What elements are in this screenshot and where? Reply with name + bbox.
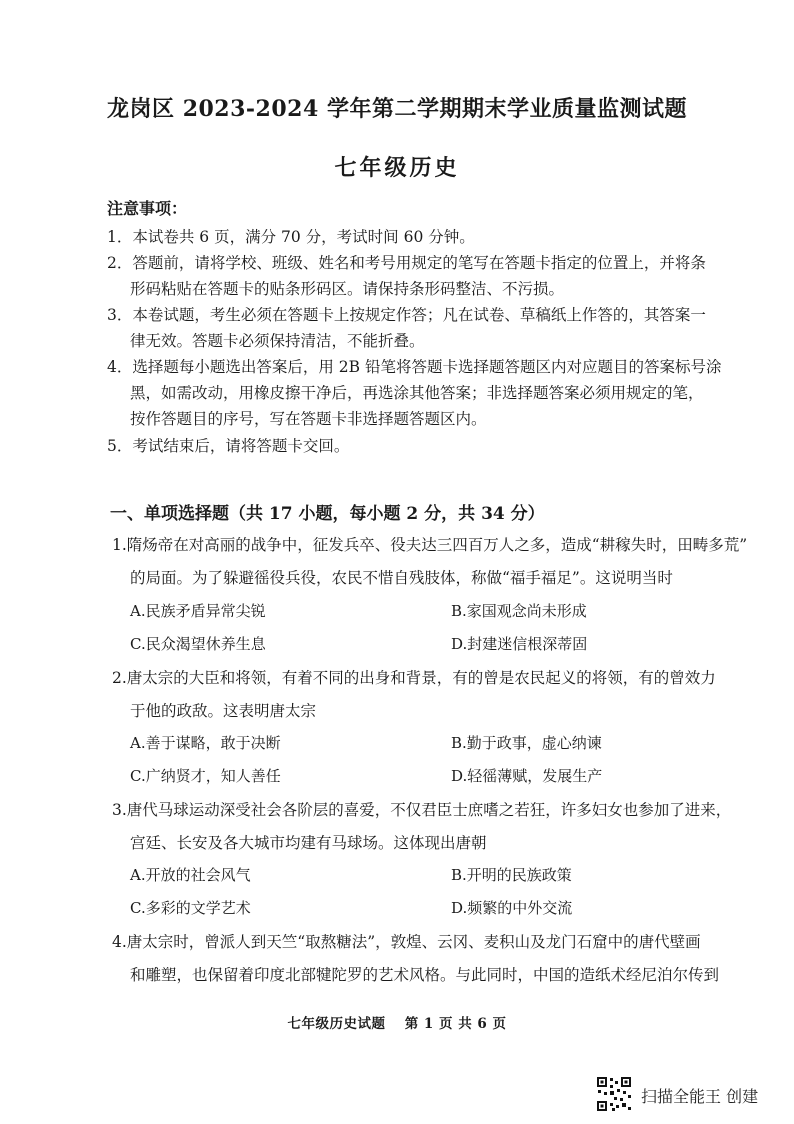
exam-title: 龙岗区 2023-2024 学年第二学期期末学业质量监测试题	[107, 96, 687, 122]
question-2-stem-line-2: 于他的政敌。这表明唐太宗	[130, 702, 317, 720]
question-4-stem-line-2: 和雕塑，也保留着印度北部犍陀罗的艺术风格。与此同时，中国的造纸术经尼泊尔传到	[130, 966, 720, 984]
question-2-option-c: C.广纳贤才，知人善任	[130, 767, 281, 785]
question-2-stem-line-1: 2.唐太宗的大臣和将领，有着不同的出身和背景，有的曾是农民起义的将领，有的曾效力	[112, 669, 716, 687]
question-3-stem-line-1: 3.唐代马球运动深受社会各阶层的喜爱，不仅君臣士庶嗜之若狂，许多妇女也参加了进来，	[112, 801, 732, 819]
question-1-option-a: A.民族矛盾异常尖锐	[130, 602, 266, 620]
question-1-option-d: D.封建迷信根深蒂固	[451, 635, 588, 653]
notice-item-3-line-2: 律无效。答题卡必须保持清洁，不能折叠。	[130, 332, 425, 350]
notice-item-4-line-2: 黑，如需改动，用橡皮擦干净后，再选涂其他答案；非选择题答案必须用规定的笔，	[130, 384, 704, 402]
question-2-option-d: D.轻徭薄赋，发展生产	[451, 767, 603, 785]
notice-item-4-line-3: 按作答题目的序号，写在答题卡非选择题答题区内。	[130, 410, 487, 428]
exam-subtitle: 七年级历史	[334, 155, 460, 181]
question-4-stem-line-1: 4.唐太宗时，曾派人到天竺“取熬糖法”，敦煌、云冈、麦积山及龙门石窟中的唐代壁画	[112, 933, 701, 951]
qr-code-icon	[596, 1076, 632, 1112]
question-1-option-c: C.民众渴望休养生息	[130, 635, 266, 653]
notice-item-1-line-1: 1．本试卷共 6 页，满分 70 分，考试时间 60 分钟。	[107, 228, 475, 246]
question-3-option-c: C.多彩的文学艺术	[130, 899, 251, 917]
notice-item-2-line-1: 2．答题前，请将学校、班级、姓名和考号用规定的笔写在答题卡指定的位置上，并将条	[107, 254, 706, 272]
notice-item-2-line-2: 形码粘贴在答题卡的贴条形码区。请保持条形码整洁、不污损。	[130, 280, 565, 298]
watermark-text: 扫描全能王 创建	[641, 1087, 759, 1106]
notice-item-4-line-1: 4．选择题每小题选出答案后，用 2B 铅笔将答题卡选择题答题区内对应题目的答案标号涂	[107, 358, 722, 376]
question-2-option-a: A.善于谋略，敢于决断	[130, 734, 281, 752]
section-title: 一、单项选择题（共 17 小题，每小题 2 分，共 34 分）	[110, 504, 545, 524]
notice-heading: 注意事项：	[107, 199, 188, 218]
page-footer: 七年级历史试题 第 1 页 共 6 页	[287, 1016, 507, 1032]
question-3-option-b: B.开明的民族政策	[451, 866, 572, 884]
question-1-stem-line-2: 的局面。为了躲避徭役兵役，农民不惜自残肢体，称做“福手福足”。这说明当时	[130, 569, 673, 587]
question-2-option-b: B.勤于政事，虚心纳谏	[451, 734, 602, 752]
notice-item-3-line-1: 3．本卷试题，考生必须在答题卡上按规定作答；凡在试卷、草稿纸上作答的，其答案一	[107, 306, 706, 324]
question-3-option-d: D.频繁的中外交流	[451, 899, 573, 917]
question-1-stem-line-1: 1.隋炀帝在对高丽的战争中，征发兵卒、役夫达三四百万人之多，造成“耕稼失时，田畴多荒”	[112, 536, 748, 554]
question-3-stem-line-2: 宫廷、长安及各大城市均建有马球场。这体现出唐朝	[130, 834, 487, 852]
question-3-option-a: A.开放的社会风气	[130, 866, 251, 884]
question-1-option-b: B.家国观念尚未形成	[451, 602, 587, 620]
notice-item-5-line-1: 5．考试结束后，请将答题卡交回。	[107, 437, 350, 455]
